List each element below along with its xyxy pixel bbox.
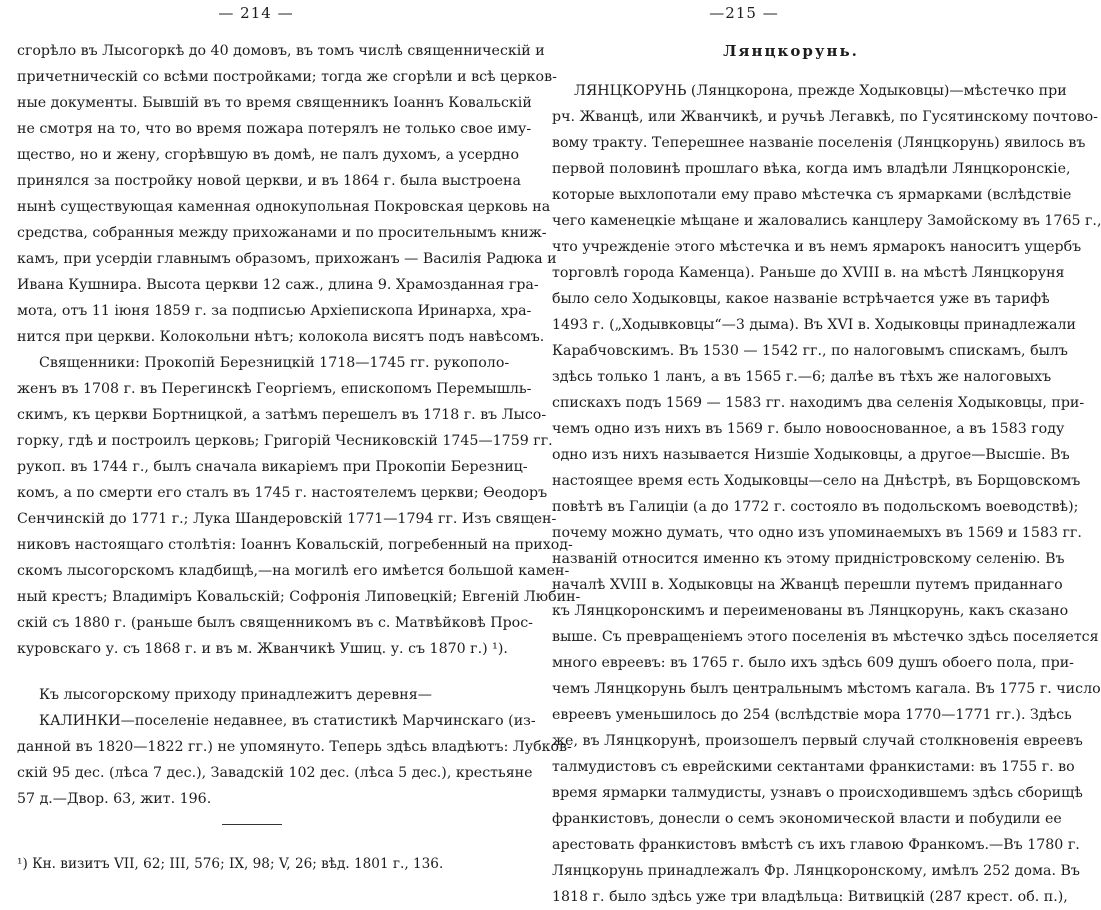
text-line: Карабчовскимъ. Въ 1530 — 1542 гг., по налоговымъ спискамъ, былъ [552,343,1068,359]
text-line: же, въ Лянцкорунѣ, произошелъ первый случай столкновенія евреевъ [552,733,1083,749]
text-line: къ Лянцкоронскимъ и переименованы въ Лянцкорунь, какъ сказано [552,603,1069,619]
text-line: Къ лысогорскому приходу принадлежитъ деревня— [39,687,432,703]
text-line: ные документы. Бывшій въ то время священникъ Іоаннъ Ковальскій [17,95,532,111]
text-line: причетническій со всѣми постройками; тогда же сгорѣли и всѣ церков- [17,69,557,85]
text-line: щество, но и жену, сгорѣвшую въ домѣ, не палъ духомъ, а усердно [17,147,520,163]
text-line: данной въ 1820—1822 гг.) не упомянуто. Теперь здѣсь владѣютъ: Лубков- [17,739,572,755]
text-line: вому тракту. Теперешнее названіе поселенія (Лянцкорунь) явилось въ [552,135,1086,151]
text-line: 1818 г. было здѣсь уже три владѣльца: Витвицкій (287 крест. об. п.), [552,889,1068,905]
text-line: куровскаго у. съ 1868 г. и въ м. Жванчикѣ Ушиц. у. съ 1870 г.) ¹). [17,641,508,657]
text-line: названій относится именно къ этому придністровскому селенію. Въ [552,551,1065,567]
text-line: мота, отъ 11 іюня 1859 г. за подписью Архіепископа Иринарха, хра- [17,303,532,319]
text-line: первой половинѣ прошлаго вѣка, когда имъ владѣли Лянцкоронскіе, [552,161,1071,177]
right-page [512,0,1101,905]
text-line: нынѣ существующая каменная однокупольная Покровская церковь на [17,199,551,215]
text-line: много евреевъ: въ 1765 г. было ихъ здѣсь 609 душъ обоего пола, при- [552,655,1074,671]
text-line: евреевъ уменьшилось до 254 (вслѣдствіе мора 1770—1771 гг.). Здѣсь [552,707,1072,723]
page-number: — 214 — [218,4,294,22]
text-line: выше. Съ превращеніемъ этого поселенія въ мѣстечко здѣсь поселяется [552,629,1099,645]
text-line: Ивана Кушнира. Высота церкви 12 саж., длина 9. Храмозданная гра- [17,277,539,293]
text-line: ЛЯНЦКОРУНЬ (Лянцкорона, прежде Ходыковцы)—мѣстечко при [574,83,1067,99]
right-page-text [552,38,1101,910]
text-line: скимъ, къ церкви Бортницкой, а затѣмъ перешелъ въ 1718 г. въ Лысо- [17,407,547,423]
text-line: чемъ одно изъ нихъ въ 1569 г. было новооснованное, а въ 1583 году [552,421,1065,437]
spacer [17,662,487,682]
footnote: ¹) Кн. визитъ VII, 62; III, 576; IX, 98; V, 26; вѣд. 1801 г., 136. [17,856,444,872]
text-line: ный крестъ; Владиміръ Ковальскій; Софронія Липовецкій; Евгеній Любин- [17,589,581,605]
text-line: сгорѣло въ Лысогоркѣ до 40 домовъ, въ томъ числѣ священническій и [17,43,545,59]
text-line: Сенчинскій до 1771 г.; Лука Шандеровскій 1771—1794 гг. Изъ священ- [17,511,557,527]
text-line: рукоп. въ 1744 г., былъ сначала викаріемъ при Прокопіи Березниц- [17,459,528,475]
text-line: чего каменецкіе мѣщане и жаловались канцлеру Замойскому въ 1765 г., [552,213,1101,229]
text-line: камъ, при усердіи главнымъ образомъ, прихожанъ — Василія Радюка и [17,251,557,267]
text-line: здѣсь только 1 ланъ, а въ 1565 г.—6; далѣе въ тѣхъ же налоговыхъ [552,369,1052,385]
text-line: скій 95 дес. (лѣса 7 дес.), Завадскій 102 дес. (лѣса 5 дес.), крестьяне [17,765,533,781]
text-line: было село Ходыковцы, какое названіе встрѣчается уже въ тарифѣ [552,291,1050,307]
section-divider [222,824,282,825]
text-line: Священники: Прокопій Березницкій 1718—1745 гг. рукополо- [39,355,510,371]
text-line: КАЛИНКИ—поселеніе недавнее, въ статистикѣ Марчинскаго (из- [39,713,536,729]
text-line: скомъ лысогорскомъ кладбищѣ,—на могилѣ его имѣется большой камен- [17,563,570,579]
page-number: —215 — [709,4,779,22]
left-page-text [17,38,581,877]
text-line: горку, гдѣ и построилъ церковь; Григорій Чесниковскій 1745—1759 гг. [17,433,553,449]
text-line: чемъ Лянцкорунь былъ центральнымъ мѣстомъ кагала. Въ 1775 г. число [552,681,1101,697]
text-line: принялся за постройку новой церкви, и въ 1864 г. была выстроена [17,173,521,189]
spacer [552,64,1030,78]
text-line: нится при церкви. Колокольни нѣтъ; колокола висятъ подъ навѣсомъ. [17,329,545,345]
text-line: что учрежденіе этого мѣстечка и въ немъ ярмарокъ наноситъ ущербъ [552,239,1082,255]
text-line: которые выхлопотали ему право мѣстечка съ ярмарками (вслѣдствіе [552,187,1072,203]
text-line: рч. Жванцѣ, или Жванчикѣ, и ручьѣ Легавкѣ, по Гусятинскому почтово- [552,109,1098,125]
text-line: не смотря на то, что во время пожара потерялъ не только свое иму- [17,121,532,137]
text-line: настоящее время есть Ходыковцы—село на Днѣстрѣ, въ Борщовскомъ [552,473,1081,489]
text-line: 57 д.—Двор. 63, жит. 196. [17,791,212,807]
text-line: никовъ настоящаго столѣтія: Іоаннъ Ковальскій, погребенный на приход- [17,537,573,553]
text-line: началѣ XVIII в. Ходыковцы на Жванцѣ перешли путемъ приданнаго [552,577,1063,593]
text-line: спискахъ подъ 1569 — 1583 гг. находимъ два селенія Ходыковцы, при- [552,395,1085,411]
text-line: талмудистовъ съ еврейскими сектантами франкистами: въ 1755 г. во [552,759,1075,775]
text-line: женъ въ 1708 г. въ Перегинскѣ Георгіемъ, епископомъ Перемышль- [17,381,532,397]
text-line: франкистовъ, донесли о семъ экономической власти и побудили ее [552,811,1062,827]
text-line: средства, собранныя между прихожанами и по просительнымъ книж- [17,225,547,241]
text-line: повѣтѣ въ Галиціи (а до 1772 г. состояло въ подольскомъ воеводствѣ); [552,499,1079,515]
text-line: 1493 г. („Ходывковцы“—3 дыма). Въ XVI в. Ходыковцы принадлежали [552,317,1076,333]
text-line: одно изъ нихъ называется Низшіе Ходыковцы, а другое—Высшіе. Въ [552,447,1070,463]
text-line: скій съ 1880 г. (раньше былъ священникомъ въ с. Матвѣйковѣ Прос- [17,615,533,631]
text-line: время ярмарки талмудисты, узнавъ о происходившемъ здѣсь сборищѣ [552,785,1083,801]
text-line: Лянцкорунь принадлежалъ Фр. Лянцкоронскому, имѣлъ 252 дома. Въ [552,863,1080,879]
text-line: торговлѣ города Каменца). Раньше до XVIII в. на мѣстѣ Лянцкоруня [552,265,1065,281]
text-line: комъ, а по смерти его сталъ въ 1745 г. настоятелемъ церкви; Ѳеодоръ [17,485,548,501]
text-line: почему можно думать, что одно изъ упоминаемыхъ въ 1569 и 1583 гг. [552,525,1082,541]
text-line: арестовать франкистовъ вмѣстѣ съ ихъ главою Франкомъ.—Въ 1780 г. [552,837,1080,853]
section-title: Лянцкорунь. [723,42,859,60]
